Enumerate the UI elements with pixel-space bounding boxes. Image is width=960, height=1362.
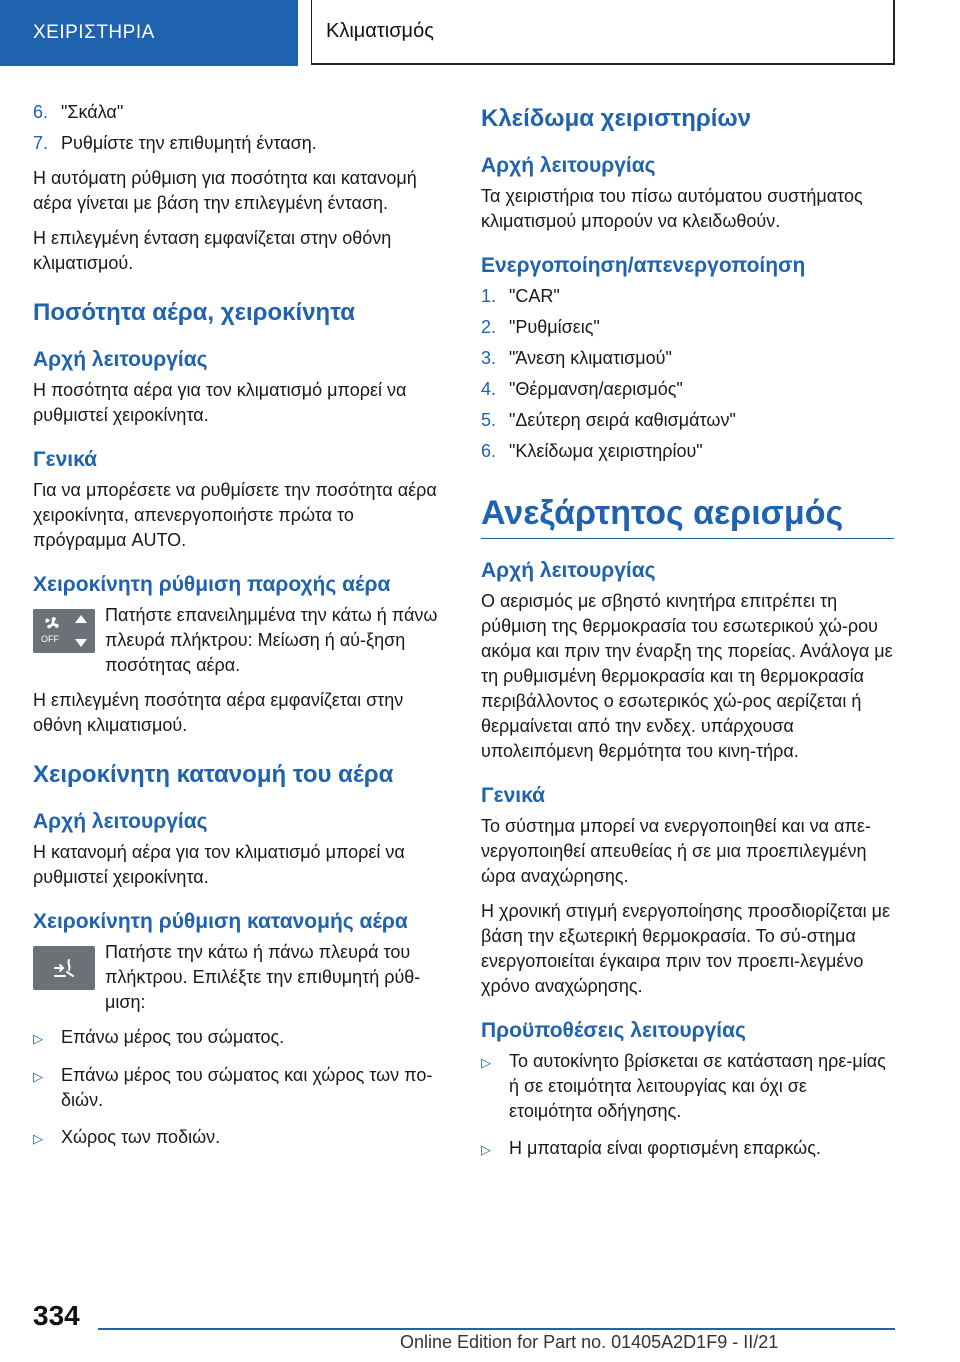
- fan-icon: [33, 609, 95, 653]
- left-column: [33, 100, 443, 1163]
- list-text: "Άνεση κλιματισμού": [509, 348, 672, 368]
- list-text: Το αυτοκίνητο βρίσκεται σε κατάσταση ηρε-μίας ή σε ετοιμότητα λειτουργίας και όχι σε ετοιμότητα οδήγησης.: [509, 1051, 886, 1121]
- heading-distribution: Χειροκίνητη κατανομή του αέρα: [33, 761, 394, 788]
- list-item: [481, 315, 894, 340]
- paragraph: Για να μπορέσετε να ρυθμίσετε την ποσότητα αέρα χειροκίνητα, απενεργοποιήστε πρώτα το πρόγραμμα AUTO.: [33, 480, 437, 550]
- list-number: 2.: [481, 317, 497, 337]
- list-item: [481, 1136, 894, 1162]
- list-text: Ρυθμίστε την επιθυμητή ένταση.: [61, 133, 317, 153]
- list-text: Η μπαταρία είναι φορτισμένη επαρκώς.: [509, 1138, 821, 1158]
- distribution-button-block: [33, 940, 443, 1015]
- requirements-list: [481, 1049, 894, 1162]
- paragraph: Το σύστημα μπορεί να ενεργοποιηθεί και να απε-νεργοποιηθεί απευθείας ή σε μια προεπιλεγμένη ώρα αναχώρησης.: [481, 816, 871, 886]
- list-item: [33, 1125, 443, 1151]
- list-item: [481, 439, 894, 464]
- list-number: 7.: [33, 133, 49, 153]
- edition-info: Online Edition for Part no. 01405A2D1F9 - II/21: [400, 1332, 779, 1352]
- paragraph: Τα χειριστήρια του πίσω αυτόματου συστήματος κλιματισμού μπορούν να κλειδωθούν.: [481, 186, 863, 231]
- heading-manual-distribution: Χειροκίνητη ρύθμιση κατανομής αέρα: [33, 910, 408, 933]
- list-number: 3.: [481, 348, 497, 368]
- triangle-bullet-icon: ▷: [33, 1031, 43, 1046]
- list-number: 6.: [33, 102, 49, 122]
- page-number: 334: [33, 1300, 80, 1331]
- heading-principle: Αρχή λειτουργίας: [481, 154, 656, 177]
- list-number: 4.: [481, 379, 497, 399]
- list-text: Επάνω μέρος του σώματος και χώρος των πο-διών.: [61, 1065, 433, 1110]
- paragraph: Ο αερισμός με σβηστό κινητήρα επιτρέπει τη ρύθμιση της θερμοκρασία του εσωτερικού χώ-ρου ακόμα και πριν την έναρξη της πορείας. Ανάλογα με τη ρυθμισμένη θερμοκρασία και τη θερμοκρασία περιβάλλοντος ο εσωτερικός χώ-ρος αερίζεται ή θερμαίνεται από την ενδεχ. υπάρχουσα υπολειπόμενη θερμότητα του κινη-τήρα.: [481, 591, 893, 761]
- heading-general: Γενικά: [33, 448, 98, 471]
- list-text: Χώρος των ποδιών.: [61, 1127, 221, 1147]
- heading-independent-ventilation: Ανεξάρτητος αερισμός: [481, 490, 894, 539]
- steps-list-right: [481, 284, 894, 464]
- heading-requirements: Προϋποθέσεις λειτουργίας: [481, 1019, 746, 1042]
- heading-air-quantity: Ποσότητα αέρα, χειροκίνητα: [33, 299, 355, 326]
- chapter-title: Κλιματισμός: [326, 20, 434, 42]
- triangle-bullet-icon: ▷: [481, 1055, 491, 1070]
- chapter-header: [311, 0, 895, 65]
- paragraph: Η κατανομή αέρα για τον κλιματισμό μπορεί να ρυθμιστεί χειροκίνητα.: [33, 842, 405, 887]
- list-text: "Ρυθμίσεις": [509, 317, 600, 337]
- triangle-bullet-icon: ▷: [33, 1131, 43, 1146]
- list-item: [481, 284, 894, 309]
- list-number: 6.: [481, 441, 497, 461]
- section-title: ΧΕΙΡΙΣΤΗΡΙΑ: [33, 22, 155, 43]
- heading-general: Γενικά: [481, 784, 546, 807]
- list-text: "CAR": [509, 286, 560, 306]
- off-label: OFF: [41, 634, 59, 644]
- list-text: "Θέρμανση/αερισμός": [509, 379, 683, 399]
- fan-speed-button-icon: [33, 609, 95, 653]
- paragraph: Πατήστε επανειλημμένα την κάτω ή πάνω πλευρά πλήκτρου: Μείωση ή αύ-ξηση ποσότητας αέρα.: [105, 605, 438, 675]
- paragraph: Πατήστε την κάτω ή πάνω πλευρά του πλήκτρου. Επιλέξτε την επιθυμητή ρύθ-μιση:: [105, 942, 421, 1012]
- air-distribution-button-icon: [33, 946, 95, 990]
- list-item: [33, 1063, 443, 1113]
- list-item: [481, 377, 894, 402]
- list-number: 5.: [481, 410, 497, 430]
- heading-activation: Ενεργοποίηση/απενεργοποίηση: [481, 254, 806, 277]
- distribution-options: [33, 1025, 443, 1151]
- triangle-bullet-icon: ▷: [481, 1142, 491, 1157]
- right-column: [481, 100, 894, 1174]
- list-text: "Κλείδωμα χειριστηρίου": [509, 441, 703, 461]
- heading-manual-supply: Χειροκίνητη ρύθμιση παροχής αέρα: [33, 573, 391, 596]
- list-item: [481, 346, 894, 371]
- steps-list-left: [33, 100, 443, 156]
- list-text: "Δεύτερη σειρά καθισμάτων": [509, 410, 736, 430]
- fan-button-block: [33, 603, 443, 678]
- list-item: [33, 100, 443, 125]
- list-item: [33, 1025, 443, 1051]
- paragraph: Η επιλεγμένη ένταση εμφανίζεται στην οθόνη κλιματισμού.: [33, 228, 392, 273]
- heading-control-lock: Κλείδωμα χειριστηρίων: [481, 105, 751, 132]
- list-number: 1.: [481, 286, 497, 306]
- air-distribution-icon: [33, 946, 95, 990]
- list-text: "Σκάλα": [61, 102, 124, 122]
- list-text: Επάνω μέρος του σώματος.: [61, 1027, 285, 1047]
- paragraph: Η χρονική στιγμή ενεργοποίησης προσδιορίζεται με βάση την εξωτερική θερμοκρασία. Το σύ-στημα ενεργοποιείται έγκαιρα πριν τον προεπι-λεγμένο χρόνο αναχώρησης.: [481, 901, 890, 996]
- heading-principle: Αρχή λειτουργίας: [33, 810, 208, 833]
- list-item: [33, 131, 443, 156]
- section-tab: [0, 0, 298, 66]
- list-item: [481, 408, 894, 433]
- heading-principle: Αρχή λειτουργίας: [33, 348, 208, 371]
- paragraph: Η ποσότητα αέρα για τον κλιματισμό μπορεί να ρυθμιστεί χειροκίνητα.: [33, 380, 407, 425]
- triangle-bullet-icon: ▷: [33, 1069, 43, 1084]
- paragraph: Η επιλεγμένη ποσότητα αέρα εμφανίζεται στην οθόνη κλιματισμού.: [33, 690, 404, 735]
- paragraph: Η αυτόματη ρύθμιση για ποσότητα και κατανομή αέρα γίνεται με βάση την επιλεγμένη ένταση.: [33, 168, 417, 213]
- list-item: [481, 1049, 894, 1124]
- heading-principle: Αρχή λειτουργίας: [481, 559, 656, 582]
- footer-divider: [98, 1328, 895, 1330]
